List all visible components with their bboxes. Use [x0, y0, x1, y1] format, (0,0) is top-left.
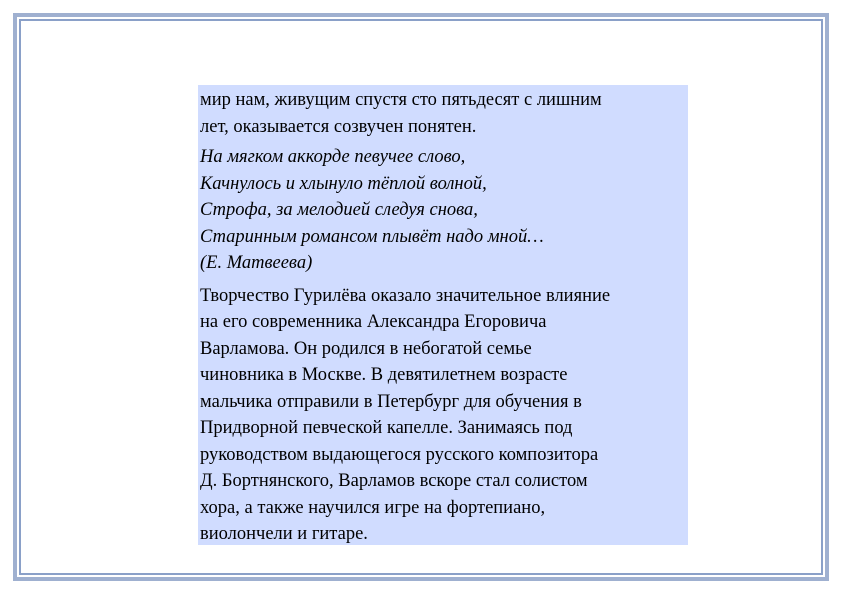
body-line: Творчество Гурилёва оказало значительное влияние	[200, 285, 611, 306]
text-box	[198, 85, 688, 545]
body-line: Д. Бортнянского, Варламов вскоре стал солистом	[200, 471, 588, 491]
body-line: хора, а также научился игре на фортепиано,	[200, 497, 546, 518]
poem-quote	[200, 144, 686, 277]
poem-line: Старинным романсом плывёт надо мной…	[200, 226, 544, 247]
body-line: руководством выдающегося русского композитора	[200, 444, 599, 465]
body-paragraph	[200, 283, 686, 548]
intro-paragraph	[200, 87, 686, 140]
poem-line: Строфа, за мелодией следуя снова,	[200, 200, 478, 220]
body-line: виолончели и гитаре.	[200, 524, 368, 544]
intro-line: мир нам, живущим спустя сто пятьдесят с лишним	[200, 90, 602, 110]
body-line: на его современника Александра Егоровича	[200, 312, 547, 332]
poem-line: На мягком аккорде певучее слово,	[200, 147, 466, 167]
poem-attribution: (Е. Матвеева)	[200, 253, 313, 273]
intro-line: лет, оказывается созвучен понятен.	[200, 116, 477, 137]
body-line: Варламова. Он родился в небогатой семье	[200, 338, 532, 359]
body-line: мальчика отправили в Петербург для обучения в	[200, 391, 582, 412]
body-line: чиновника в Москве. В девятилетнем возрасте	[200, 365, 568, 385]
body-line: Придворной певческой капелле. Занимаясь под	[200, 418, 573, 438]
poem-line: Качнулось и хлынуло тёплой волной,	[200, 173, 487, 194]
